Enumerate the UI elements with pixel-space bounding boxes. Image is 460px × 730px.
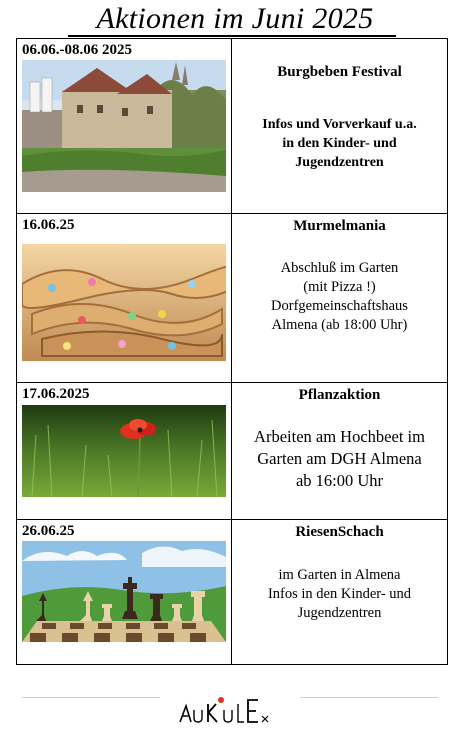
- event-date: 26.06.25: [22, 523, 75, 539]
- event-description: [232, 115, 447, 172]
- description-line: (mit Pizza !): [303, 279, 376, 295]
- row-divider: [16, 213, 448, 214]
- event-date: 17.06.2025: [22, 386, 90, 402]
- event-description: [232, 259, 447, 335]
- row-divider: [16, 382, 448, 383]
- description-line: ab 16:00 Uhr: [295, 471, 384, 490]
- event-description: [232, 426, 447, 492]
- page-title: Aktionen im Juni 2025: [96, 2, 374, 35]
- event-title: RiesenSchach: [295, 524, 384, 540]
- description-line: in den Kinder- und: [282, 136, 397, 151]
- description-line: Arbeiten am Hochbeet im: [254, 427, 425, 446]
- description-line: Almena (ab 18:00 Uhr): [271, 317, 408, 333]
- organization-logo: [160, 686, 300, 725]
- marble-run-photo: [22, 244, 226, 361]
- event-date: 06.06.-08.06 2025: [22, 42, 132, 58]
- description-line: Abschluß im Garten: [280, 260, 399, 276]
- description-line: Dorfgemeinschaftshaus: [271, 298, 408, 314]
- poppy-photo: [22, 405, 226, 497]
- giant-chess-photo: [22, 541, 226, 642]
- description-line: Jugendzentren: [295, 155, 384, 170]
- event-title: Burgbeben Festival: [277, 64, 402, 80]
- description-line: Jugendzentren: [297, 605, 382, 621]
- description-line: Infos und Vorverkauf u.a.: [262, 117, 417, 132]
- event-date: 16.06.25: [22, 217, 75, 233]
- row-divider: [16, 519, 448, 520]
- description-line: Infos in den Kinder- und: [267, 586, 412, 602]
- event-description: [232, 566, 447, 623]
- event-title: Pflanzaktion: [298, 387, 381, 403]
- castle-photo: [22, 60, 226, 192]
- event-title: Murmelmania: [293, 218, 386, 234]
- title-underline: [68, 35, 396, 37]
- description-line: Garten am DGH Almena: [257, 449, 422, 468]
- description-line: im Garten in Almena: [278, 567, 401, 583]
